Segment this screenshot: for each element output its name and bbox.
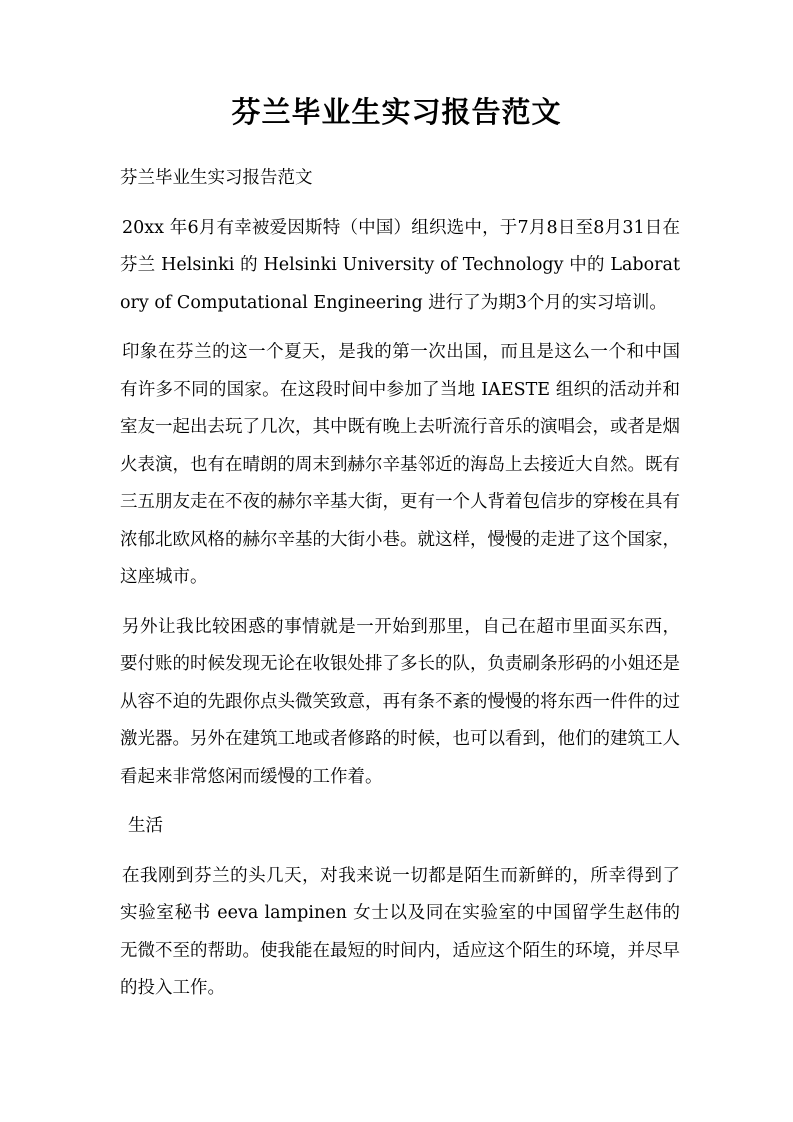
document-title: 芬兰毕业生实习报告范文 <box>231 95 562 129</box>
document-body <box>120 160 680 1020</box>
paragraph-intro: 20xx 年6月有幸被爱因斯特（中国）组织选中，于7月8日至8月31日在芬兰 Helsinki 的 Helsinki University of Technology 中的 Laboratory of Computational Engineering 进行了为期3个月的实习培训。 <box>120 217 680 313</box>
paragraph-impression: 印象在芬兰的这一个夏天，是我的第一次出国，而且是这么一个和中国有许多不同的国家。在这段时间中参加了当地 IAESTE 组织的活动并和室友一起出去玩了几次，其中既有晚上去听流行音乐的演唱会，或者是烟火表演，也有在晴朗的周末到赫尔辛基邻近的海岛上去接近大自然。既有三五朋友走在不夜的赫尔辛基大街，更有一个人背着包信步的穿梭在具有浓郁北欧风格的赫尔辛基的大街小巷。就这样，慢慢的走进了这个国家，这座城市。 <box>120 342 680 587</box>
paragraph-life: 在我刚到芬兰的头几天，对我来说一切都是陌生而新鲜的，所幸得到了实验室秘书 eeva lampinen 女士以及同在实验室的中国留学生赵伟的无微不至的帮助。使我能在最短的时间内，适应这个陌生的环境，并尽早的投入工作。 <box>120 865 680 998</box>
paragraph-confusion: 另外让我比较困惑的事情就是一开始到那里，自己在超市里面买东西，要付账的时候发现无论在收银处排了多长的队，负责刷条形码的小姐还是从容不迫的先跟你点头微笑致意，再有条不紊的慢慢的将东西一件件的过激光器。另外在建筑工地或者修路的时候，也可以看到，他们的建筑工人看起来非常悠闲而缓慢的工作着。 <box>120 616 680 787</box>
section-heading-life: 生活 <box>128 816 163 836</box>
document-subtitle: 芬兰毕业生实习报告范文 <box>120 168 313 188</box>
